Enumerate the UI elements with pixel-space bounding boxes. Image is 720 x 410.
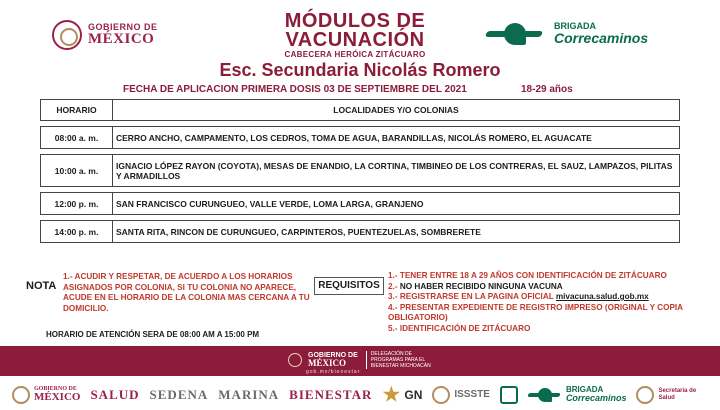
title-line-2: VACUNACIÓN — [285, 29, 425, 51]
bienestar-logo: BIENESTAR — [289, 386, 373, 402]
age-range: 18-29 años — [521, 84, 573, 95]
imss-icon — [500, 386, 518, 404]
header-horario: HORARIO — [41, 100, 113, 121]
requisito-5: 5.- IDENTIFICACIÓN DE ZITÁCUARO — [388, 323, 531, 333]
mivacuna-link[interactable]: mivacuna.salud.gob.mx — [555, 292, 649, 301]
seal-icon — [636, 386, 654, 404]
secretaria-salud-logo — [636, 386, 698, 404]
requisito-3-text: 3.- REGISTRARSE EN LA PAGINA OFICIAL — [388, 292, 556, 301]
school-name: Esc. Secundaria Nicolás Romero — [219, 60, 501, 80]
seal-icon — [432, 386, 450, 404]
footer-brigada-small: BRIGADA — [565, 385, 604, 394]
star-icon — [382, 386, 400, 404]
row-hora: 08:00 a. m. — [41, 127, 113, 149]
row-hora: 14:00 p. m. — [41, 221, 113, 243]
requisito-3 — [388, 292, 698, 303]
title-block — [230, 12, 480, 59]
row-hora: 10:00 a. m. — [41, 155, 113, 187]
brigada-small-text: BRIGADA — [554, 21, 596, 31]
seal-icon — [12, 386, 30, 404]
requisitos-list — [388, 271, 698, 334]
marina-logo: MARINA — [218, 386, 280, 402]
national-seal-icon — [52, 20, 82, 50]
band-gob-small: GOBIERNO DE — [308, 352, 358, 359]
row-hora: 12:00 p. m. — [41, 193, 113, 215]
header-localidades: LOCALIDADES Y/O COLONIAS — [113, 100, 680, 121]
requisito-2-num: 2.- — [388, 281, 400, 291]
requisito-1: 1.- TENER ENTRE 18 A 29 AÑOS CON IDENTIFICACIÓN DE ZITÁCUARO — [388, 271, 667, 280]
requisito-2 — [388, 282, 698, 293]
salud-logo: SALUD — [90, 386, 140, 402]
table-row — [41, 221, 680, 243]
band-subtitle: DELEGACIÓN DE PROGRAMAS PARA EL BIENESTAR MICHOACÁN — [366, 351, 436, 369]
issste-text: ISSSTE — [454, 389, 490, 400]
row-localidades: IGNACIO LÓPEZ RAYON (COYOTA), MESAS DE ENANDIO, LA CORTINA, TIMBINEO DE LOS CONTRERAS, EL SAUZ, LAMPAZOS, PILITAS Y ARMADILLOS — [113, 155, 680, 187]
footer-brigada-logo — [528, 386, 627, 403]
secretaria-text: Secretaría de Salud — [658, 387, 697, 401]
brigada-big-text: Correcaminos — [554, 30, 649, 47]
requisito-4: 4.- PRESENTAR EXPEDIENTE DE REGISTRO IMPRESO (ORIGINAL Y COPIA OBLIGATORIO) — [388, 302, 683, 322]
band-url: gob.mx/bienestar — [306, 369, 361, 375]
application-date: FECHA DE APLICACION PRIMERA DOSIS 03 DE SEPTIEMBRE DEL 2021 — [123, 84, 467, 95]
gob-big-text: MÉXICO — [88, 31, 155, 47]
seal-icon — [288, 353, 302, 367]
footer-brigada-big: Correcaminos — [565, 393, 627, 403]
nota-text: 1.- ACUDIR Y RESPETAR, DE ACUERDO A LOS HORARIOS ASIGNADOS POR COLONIA, SI TU COLONIA NO APARECE, ACUDE EN EL HORARIO DE LA COLONIA MAS CERCANA A TU DOMICILIO. — [63, 272, 310, 313]
table-row — [41, 155, 680, 187]
band-logo — [288, 351, 436, 369]
gob-small-text: GOBIERNO DE — [88, 22, 158, 32]
footer-logos — [0, 379, 720, 410]
row-localidades: SANTA RITA, RINCON DE CURUNGUEO, CARPINTEROS, PUENTEZUELAS, SOMBRERETE — [113, 221, 680, 243]
footer-gob-big: MÉXICO — [34, 391, 81, 403]
roadrunner-icon — [486, 23, 546, 45]
requisitos-label: REQUISITOS — [314, 277, 384, 295]
footer-gob-small: GOBIERNO DE — [34, 386, 77, 392]
nota-label: NOTA — [26, 280, 57, 292]
table-row — [41, 193, 680, 215]
title-line-1: MÓDULOS DE — [284, 10, 426, 32]
issste-logo — [432, 386, 490, 404]
horario-atencion: HORARIO DE ATENCIÓN SERA DE 08:00 AM A 15:00 PM — [46, 330, 260, 339]
table-row — [41, 127, 680, 149]
footer-gob-logo — [12, 386, 80, 404]
requisito-2-text: NO HABER RECIBIDO NINGUNA VACUNA — [399, 281, 563, 291]
sedena-logo: SEDENA — [149, 386, 209, 402]
header — [0, 0, 720, 60]
gn-logo — [382, 386, 422, 404]
row-localidades: SAN FRANCISCO CURUNGUEO, VALLE VERDE, LOMA LARGA, GRANJENO — [113, 193, 680, 215]
brigada-correcaminos-logo — [486, 22, 648, 46]
gn-text: GN — [404, 387, 423, 402]
schedule-table — [40, 99, 680, 260]
band-gob-big: MÉXICO — [308, 358, 346, 368]
gobierno-mexico-logo — [52, 20, 158, 50]
row-localidades: CERRO ANCHO, CAMPAMENTO, LOS CEDROS, TOMA DE AGUA, BARANDILLAS, NICOLÁS ROMERO, EL AGUACATE — [113, 127, 680, 149]
subtitle: CABECERA HERÓICA ZITÁCUARO — [284, 50, 426, 59]
roadrunner-icon — [528, 388, 562, 402]
